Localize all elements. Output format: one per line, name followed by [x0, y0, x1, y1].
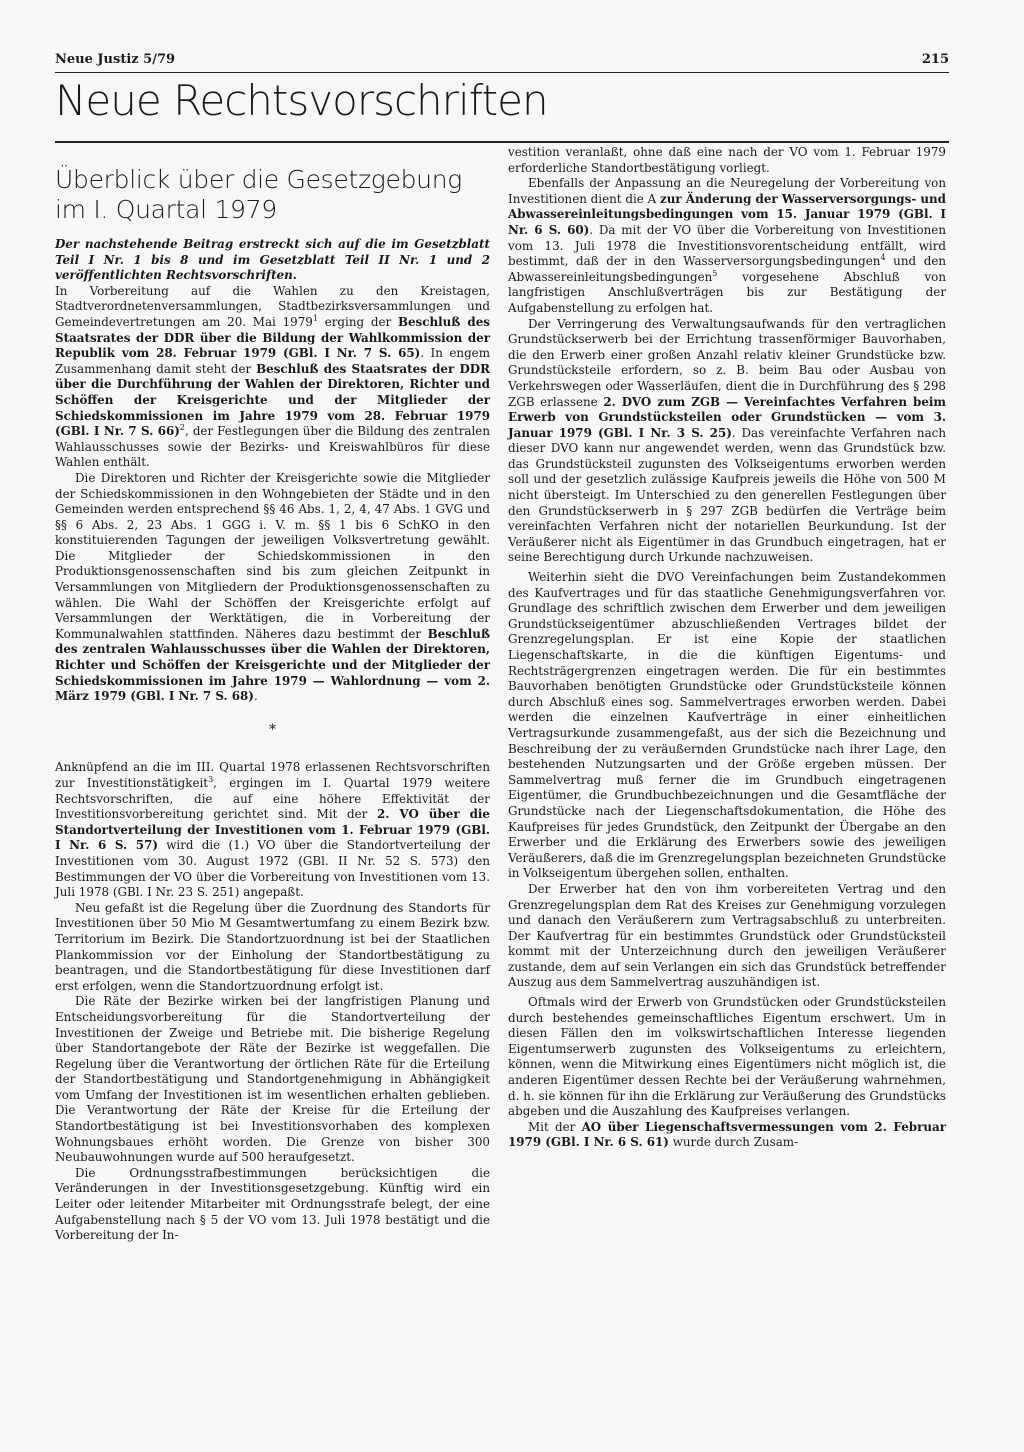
- paragraph: Der Erwerber hat den von ihm vorbereiteten Vertrag und den Grenzregelungsplan dem Rat des Kreises zur Genehmigung vorzulegen und danach den Veräußerern zum Vertragsabschluß zu unterbreiten. Der Kaufvertrag für ein bestimmtes Grundstück oder Grundstücksteil kommt mit der Unterzeichnung durch den jeweiligen Veräußerer zustande, dem auf sein Verlangen ein sich das Grundstück betreffender Auszug aus dem Sammelvertrag auszuhändigen ist.: [508, 881, 946, 990]
- page-number: 215: [921, 52, 949, 67]
- paragraph: Anknüpfend an die im III. Quartal 1978 erlassenen Rechtsvorschriften zur Investitionstätigkeit$^3$, ergingen im I. Quartal 1979 weitere Rechtsvorschriften, die auf eine höhere Effektivität der Investitionsvorbereitung gerichtet sind. Mit der 2. VO über die Standortverteilung der Investitionen vom 1. Februar 1979 (GBl. I Nr. 6 S. 57) wird die (1.) VO über die Standortverteilung der Investitionen vom 30. August 1972 (GBl. II Nr. 52 S. 573) den Bestimmungen der VO über die Vorbereitung von Investitionen vom 13. Juli 1978 (GBl. I Nr. 23 S. 251) angepaßt.: [55, 760, 490, 900]
- paragraph: Die Direktoren und Richter der Kreisgerichte sowie die Mitglieder der Schiedskommissionen in den Wohngebieten der Städte und in den Gemeinden werden entsprechend §§ 46 Abs. 1, 2, 4, 47 Abs. 1 GVG und §§ 6 Abs. 2, 23 Abs. 1 GGG i. V. m. §§ 1 bis 6 SchKO in den konstituierenden Tagungen der jeweiligen Volksvertretung gewählt. Die Mitglieder der Schiedskommissionen in den Produktionsgenossenschaften sind bis zum gleichen Zeitpunkt in Versammlungen von Mitgliedern der Produktionsgenossenschaften zu wählen. Die Wahl der Schöffen der Kreisgerichte erfolgt auf Versammlungen der Werktätigen, die in Vorbereitung der Kommunalwahlen stattfinden. Näheres dazu bestimmt der Beschluß des zentralen Wahlausschusses über die Wahlen der Direktoren, Richter und Schöffen der Kreisgerichte und der Mitglieder der Schiedskommissionen im Jahre 1979 — Wahlordnung — vom 2. März 1979 (GBl. I Nr. 7 S. 68).: [55, 470, 490, 704]
- footnote-ref: 1: [312, 314, 318, 323]
- article-title-line-2: im I. Quartal 1979: [55, 195, 277, 224]
- law-citation: zur Änderung der Wasserversorgungs- und Abwassereinleitungsbedingungen vom 15. Januar 1979 (GBl. I Nr. 6 S. 60): [508, 191, 946, 237]
- paragraph: Oftmals wird der Erwerb von Grundstücken oder Grundstücksteilen durch bestehendes gemeinschaftliches Eigentum erschwert. Um in diesen Fällen den im volkswirtschaftlichen Interesse liegenden Eigentumserwerb zugunsten des Volkseigentums zu erleichtern, können, wenn die Mitwirkung eines Eigentümers nicht möglich ist, die anderen Eigentümer dessen Rechte bei der Veräußerung wahrnehmen, d. h. sie können für ihn die Erklärung zur Veräußerung des Grundstücks abgeben und die Auszahlung des Kaufpreises verlangen.: [508, 995, 946, 1119]
- paragraph: Die Ordnungsstrafbestimmungen berücksichtigen die Veränderungen in der Investitionsgesetzgebung. Künftig wird ein Leiter oder leitender Mitarbeiter mit Ordnungsstrafe belegt, der eine Aufgabenstellung nach § 5 der VO vom 13. Juli 1978 bestätigt und die Vorbereitung der In-: [55, 1165, 490, 1243]
- right-column: [508, 145, 946, 1151]
- footnote-ref: 3: [208, 775, 214, 785]
- paragraph: Weiterhin sieht die DVO Vereinfachungen beim Zustandekommen des Kaufvertrages und für das staatliche Genehmigungsverfahren vor. Grundlage des schriftlich zwischen dem Erwerber und dem jeweiligen Grundstückseigentümer abzuschließenden Vertrages bildet der Grenzregelungsplan. Er ist eine Kopie der staatlichen Liegenschaftskarte, in die die künftigen Eigentums- und Rechtsträgergrenzen eingetragen werden. Die für ein bestimmtes Bauvorhaben benötigten Grundstücke oder Grundstücksteile können durch Abschluß eines sog. Sammelvertrages erworben werden. Dabei werden die einzelnen Kaufverträge in einer einheitlichen Vertragsurkunde zusammengefaßt, aus der sich die Bezeichnung und Beschreibung der zu veräußernden Grundstücke nach ihrer Lage, den bestehenden Nutzungsarten und der Größe ergeben müssen. Der Sammelvertrag muß ferner die im Grundbuch eingetragenen Eigentümer, die Grundbuchbezeichnungen und die Gesamtfläche der Grundstücke nach der Liegenschaftsdokumentation, die Höhe des Kaufpreises für jedes Grundstück, den Zeitpunkt der Übergabe an den Erwerber und die Erklärung des Erwerbers sowie des jeweiligen Veräußerers, daß die im Grenzregelungsplan bezeichneten Grundstücke in Volkseigentum übergehen sollen, enthalten.: [508, 570, 946, 881]
- left-column: [55, 165, 490, 1244]
- paragraph: Mit der AO über Liegenschaftsvermessungen vom 2. Februar 1979 (GBl. I Nr. 6 S. 61) wurde durch Zusam-: [508, 1119, 946, 1150]
- section-separator: *: [269, 721, 276, 738]
- law-citation: Beschluß des zentralen Wahlausschusses über die Wahlen der Direktoren, Richter und Schöffen der Kreisgerichte und der Mitglieder der Schiedskommissionen im Jahre 1979 — Wahlordnung — vom 2. März 1979 (GBl. I Nr. 7 S. 68): [55, 626, 490, 704]
- law-citation: 2. VO über die Standortverteilung der Investitionen vom 1. Februar 1979 (GBl. I Nr. 6 S. 57): [55, 807, 490, 853]
- article-title-line-1: Überblick über die Gesetzgebung: [55, 165, 462, 194]
- article-lead: Der nachstehende Beitrag erstreckt sich auf die im Gesetzblatt Teil I Nr. 1 bis 8 und im Gesetzblatt Teil II Nr. 1 und 2 veröffentlichten Rechtsvorschriften.: [55, 237, 490, 283]
- article-title: [55, 165, 490, 225]
- law-citation: 2. DVO zum ZGB — Vereinfachtes Verfahren beim Erwerb von Grundstücksteilen oder Grundstücken — vom 3. Januar 1979 (GBl. I Nr. 3 S. 25): [508, 394, 946, 440]
- running-header: [55, 52, 949, 73]
- law-citation: Beschluß des Staatsrates der DDR über die Bildung der Wahlkommission der Republik vom 28. Februar 1979 (GBl. I Nr. 7 S. 65): [55, 314, 491, 361]
- paragraph: Die Räte der Bezirke wirken bei der langfristigen Planung und Entscheidungsvorbereitung für die Standortverteilung der Investitionen der Zweige und Betriebe mit. Die bisherige Regelung über Standortangebote der Räte der Bezirke ist weggefallen. Die Regelung über die Verantwortung der örtlichen Räte für die Erteilung der Standortbestätigung und Standortgenehmigung in Abhängigkeit vom Umfang der Investitionen ist im wesentlichen erhalten geblieben. Die Verantwortung der Räte der Kreise für die Erteilung der Standortbestätigung ist bei Investitionsvorhaben des komplexen Wohnungsbaues erhöht worden. Die Grenze von bisher 300 Neubauwohnungen wurde auf 500 heraufgesetzt.: [55, 994, 490, 1165]
- footnote-ref: 2: [179, 423, 186, 433]
- paragraph: vestition veranlaßt, ohne daß eine nach der VO vom 1. Februar 1979 erforderliche Standortbestätigung vorliegt.: [508, 145, 946, 175]
- paragraph: Neu gefaßt ist die Regelung über die Zuordnung des Standorts für Investitionen über 50 Mio M Gesamtwertumfang zu einem Bezirk bzw. Territorium im Bezirk. Die Standortzuordnung ist bei der Staatlichen Plankommission vor der Einholung der Standortbestätigung zu beantragen, und die Standortbestätigung für diese Investitionen darf erst erfolgen, wenn die Standortzuordnung erfolgt ist.: [55, 900, 490, 993]
- journal-issue: Neue Justiz 5/79: [55, 52, 176, 67]
- law-citation: AO über Liegenschaftsvermessungen vom 2. Februar 1979 (GBl. I Nr. 6 S. 61): [508, 1119, 946, 1150]
- law-citation: Beschluß des Staatsrates der DDR über die Durchführung der Wahlen der Direktoren, Richter und Schöffen der Kreisgerichte und der Mitglieder der Schiedskommissionen im Jahre 1979 vom 28. Februar 1979 (GBl. I Nr. 7 S. 66): [55, 361, 490, 439]
- paragraph: Ebenfalls der Anpassung an die Neuregelung der Vorbereitung von Investitionen dient die A zur Änderung der Wasserversorgungs- und Abwassereinleitungsbedingungen vom 15. Januar 1979 (GBl. I Nr. 6 S. 60). Da mit der VO über die Vorbereitung von Investitionen vom 13. Juli 1978 die Investitionsvorentscheidung entfällt, wird bestimmt, daß der in den Wasserversorgungsbedingungen$^4$ und den Abwassereinleitungsbedingungen$^5$ vorgesehene Abschluß von langfristigen Anschlußverträgen bis zur Bestätigung der Aufgabenstellung zu erfolgen hat.: [508, 176, 947, 315]
- footnote-ref: 5: [712, 268, 718, 278]
- paragraph: Der Verringerung des Verwaltungsaufwands für den vertraglichen Grundstückserwerb bei der Errichtung trassenförmiger Bauvorhaben, die den Erwerb einer großen Anzahl relativ kleiner Grundstücke bzw. Grundstücksteile erfordern, so z. B. beim Bau oder Ausbau von Verkehrswegen oder Wasserläufen, dient die in Durchführung des § 298 ZGB erlassene 2. DVO zum ZGB — Vereinfachtes Verfahren beim Erwerb von Grundstücksteilen oder Grundstücken — vom 3. Januar 1979 (GBl. I Nr. 3 S. 25). Das vereinfachte Verfahren nach dieser DVO kann nur angewendet werden, wenn das Grundstück bzw. das Grundstücksteil zugunsten des Volkseigentums erworben werden soll und der gesetzlich zulässige Kaufpreis jeweils die Höhe von 500 M nicht übersteigt. Im Unterschied zu den generellen Festlegungen über den Grundstückserwerb in § 297 ZGB bedürfen die Verträge beim vereinfachten Verfahren nicht der notariellen Beurkundung. Ist der Veräußerer nicht als Eigentümer in das Grundbuch eingetragen, hat er seine Berechtigung durch Urkunde nachzuweisen.: [508, 316, 946, 565]
- section-divider: [55, 141, 949, 143]
- paragraph: In Vorbereitung auf die Wahlen zu den Kreistagen, Stadtverordnetenversammlungen, Stadtbezirksversammlungen und Gemeindevertretungen am 20. Mai 1979$^1$ erging der Beschluß des Staatsrates der DDR über die Bildung der Wahlkommission der Republik vom 28. Februar 1979 (GBl. I Nr. 7 S. 65). In engem Zusammenhang damit steht der Beschluß des Staatsrates der DDR über die Durchführung der Wahlen der Direktoren, Richter und Schöffen der Kreisgerichte und der Mitglieder der Schiedskommissionen im Jahre 1979 vom 28. Februar 1979 (GBl. I Nr. 7 S. 66)$^2$, der Festlegungen über die Bildung des zentralen Wahlausschusses sowie der Bezirks- und Kreiswahlbüros für diese Wahlen enthält.: [55, 283, 491, 470]
- footnote-ref: 4: [880, 253, 886, 263]
- section-title: Neue Rechtsvorschriften: [55, 76, 548, 125]
